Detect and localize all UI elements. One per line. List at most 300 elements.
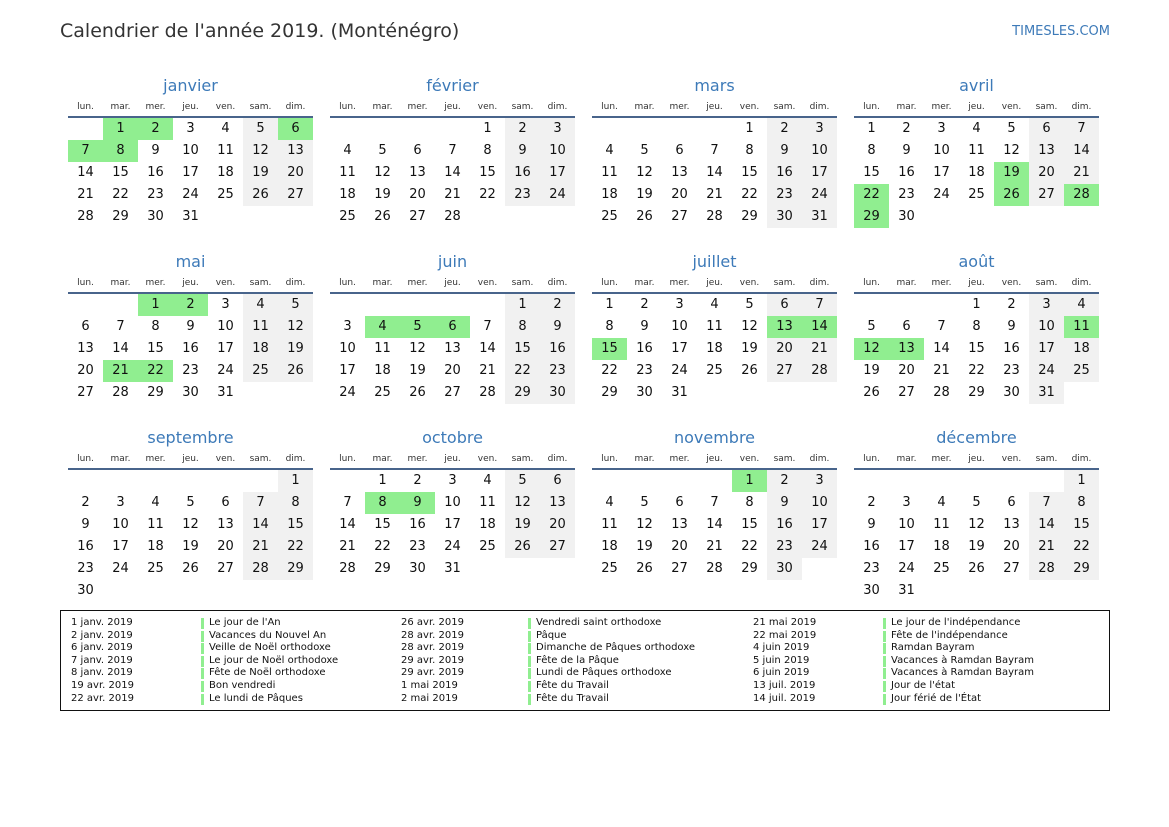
day-cell: 15 <box>863 165 880 180</box>
day-cell: 21 <box>933 363 950 378</box>
day-cell: 31 <box>444 561 461 576</box>
day-cell: 29 <box>741 209 758 224</box>
month-calendar <box>592 250 837 426</box>
weekday-label: sam. <box>773 278 796 288</box>
legend-date: 1 mai 2019 <box>401 680 458 691</box>
day-cell: 16 <box>767 162 802 184</box>
holiday-day-cell: 13 <box>767 316 802 338</box>
day-cell: 17 <box>444 517 461 532</box>
day-cell: 30 <box>1003 385 1020 400</box>
day-cell: 5 <box>972 495 981 510</box>
month-calendar <box>330 426 575 602</box>
holiday-day-cell: 7 <box>68 140 103 162</box>
day-cell: 22 <box>741 187 758 202</box>
day-cell: 30 <box>863 583 880 598</box>
month-name: août <box>958 252 995 271</box>
empty-cell <box>627 118 662 140</box>
weekday-label: dim. <box>1071 454 1092 464</box>
weekday-label: dim. <box>809 278 830 288</box>
day-cell: 13 <box>217 517 234 532</box>
day-cell: 23 <box>1003 363 1020 378</box>
day-cell: 11 <box>147 517 164 532</box>
weekday-label: dim. <box>1071 278 1092 288</box>
day-cell: 25 <box>479 539 496 554</box>
day-cell: 6 <box>675 143 684 158</box>
legend-date: 7 janv. 2019 <box>71 654 133 666</box>
legend-holiday-marker <box>528 656 531 667</box>
day-cell: 7 <box>243 492 278 514</box>
day-cell: 25 <box>243 360 278 382</box>
day-cell: 30 <box>767 558 802 580</box>
empty-cell <box>68 470 103 492</box>
weekday-label: ven. <box>739 278 760 288</box>
day-cell: 14 <box>1064 140 1099 162</box>
weekday-label: jeu. <box>182 278 199 288</box>
day-cell: 18 <box>706 341 723 356</box>
day-cell: 12 <box>409 341 426 356</box>
legend-date: 19 avr. 2019 <box>71 680 134 691</box>
day-cell: 7 <box>710 143 719 158</box>
holiday-day-cell: 19 <box>994 162 1029 184</box>
empty-cell <box>208 470 243 492</box>
days-grid <box>592 470 837 580</box>
legend-holiday-marker <box>883 668 886 679</box>
weekday-label: dim. <box>285 278 306 288</box>
holiday-legend <box>60 610 1110 711</box>
weekday-label: jeu. <box>444 102 461 112</box>
day-cell: 22 <box>505 360 540 382</box>
day-cell: 29 <box>147 385 164 400</box>
day-cell: 24 <box>802 536 837 558</box>
day-cell: 2 <box>413 473 422 488</box>
day-cell: 26 <box>863 385 880 400</box>
day-cell: 2 <box>767 118 802 140</box>
empty-cell <box>435 294 470 316</box>
day-cell: 8 <box>867 143 876 158</box>
weekday-label: mar. <box>634 102 655 112</box>
day-cell: 28 <box>339 561 356 576</box>
day-cell: 9 <box>902 143 911 158</box>
day-cell: 11 <box>601 517 618 532</box>
day-cell: 3 <box>448 473 457 488</box>
weekday-label: mer. <box>145 278 166 288</box>
day-cell: 17 <box>802 162 837 184</box>
month-name: mars <box>694 76 735 95</box>
holiday-day-cell: 11 <box>1064 316 1099 338</box>
empty-cell <box>400 118 435 140</box>
weekday-label: jeu. <box>182 102 199 112</box>
day-cell: 26 <box>636 209 653 224</box>
day-cell: 9 <box>867 517 876 532</box>
day-cell: 22 <box>601 363 618 378</box>
legend-date: 4 juin 2019 <box>753 642 810 654</box>
weekday-label: jeu. <box>444 278 461 288</box>
weekday-label: mar. <box>372 454 393 464</box>
day-cell: 18 <box>339 187 356 202</box>
month-name: octobre <box>422 428 483 447</box>
day-cell: 7 <box>1029 492 1064 514</box>
day-cell: 12 <box>968 517 985 532</box>
legend-holiday-name: Fête du Travail <box>536 680 609 691</box>
day-cell: 17 <box>671 341 688 356</box>
weekday-label: dim. <box>285 102 306 112</box>
day-cell: 8 <box>483 143 492 158</box>
legend-date: 29 avr. 2019 <box>401 667 464 679</box>
holiday-day-cell: 1 <box>732 470 767 492</box>
day-cell: 21 <box>444 187 461 202</box>
day-cell: 15 <box>505 338 540 360</box>
day-cell: 24 <box>671 363 688 378</box>
days-grid <box>330 470 575 580</box>
day-cell: 23 <box>77 561 94 576</box>
day-cell: 8 <box>151 319 160 334</box>
days-grid <box>592 294 837 404</box>
days-grid <box>592 118 837 228</box>
day-cell: 12 <box>505 492 540 514</box>
day-cell: 10 <box>1029 316 1064 338</box>
days-grid <box>854 118 1099 228</box>
legend-date: 1 janv. 2019 <box>71 617 133 628</box>
weekday-label: jeu. <box>444 454 461 464</box>
day-cell: 26 <box>741 363 758 378</box>
weekday-label: sam. <box>249 278 272 288</box>
day-cell: 1 <box>1064 470 1099 492</box>
empty-cell <box>1029 470 1064 492</box>
day-cell: 13 <box>278 140 313 162</box>
legend-holiday-marker <box>201 643 204 654</box>
legend-holiday-marker <box>528 631 531 642</box>
day-cell: 20 <box>278 162 313 184</box>
day-cell: 9 <box>767 492 802 514</box>
day-cell: 2 <box>1007 297 1016 312</box>
page-title: Calendrier de l'année 2019. (Monténégro) <box>60 20 460 42</box>
day-cell: 2 <box>902 121 911 136</box>
weekday-header <box>330 450 575 470</box>
day-cell: 1 <box>972 297 981 312</box>
day-cell: 19 <box>968 539 985 554</box>
day-cell: 22 <box>278 536 313 558</box>
day-cell: 21 <box>479 363 496 378</box>
holiday-day-cell: 6 <box>435 316 470 338</box>
day-cell: 21 <box>802 338 837 360</box>
month-name: avril <box>959 76 994 95</box>
weekday-label: sam. <box>511 278 534 288</box>
day-cell: 29 <box>278 558 313 580</box>
day-cell: 19 <box>278 338 313 360</box>
day-cell: 7 <box>1064 118 1099 140</box>
day-cell: 14 <box>243 514 278 536</box>
empty-cell <box>243 470 278 492</box>
day-cell: 7 <box>937 319 946 334</box>
legend-holiday-marker <box>201 631 204 642</box>
weekday-label: jeu. <box>968 102 985 112</box>
day-cell: 20 <box>77 363 94 378</box>
weekday-label: ven. <box>477 454 498 464</box>
weekday-label: mer. <box>407 278 428 288</box>
day-cell: 16 <box>147 165 164 180</box>
day-cell: 21 <box>339 539 356 554</box>
day-cell: 24 <box>217 363 234 378</box>
day-cell: 5 <box>1007 121 1016 136</box>
days-grid <box>68 294 313 404</box>
day-cell: 20 <box>1029 162 1064 184</box>
day-cell: 23 <box>898 187 915 202</box>
empty-cell <box>889 470 924 492</box>
day-cell: 23 <box>505 184 540 206</box>
day-cell: 22 <box>479 187 496 202</box>
weekday-label: ven. <box>1001 102 1022 112</box>
legend-holiday-name: Le jour de Noël orthodoxe <box>209 654 339 666</box>
day-cell: 2 <box>767 470 802 492</box>
day-cell: 12 <box>243 140 278 162</box>
day-cell: 3 <box>802 470 837 492</box>
day-cell: 2 <box>505 118 540 140</box>
weekday-label: ven. <box>1001 454 1022 464</box>
day-cell: 16 <box>409 517 426 532</box>
day-cell: 14 <box>706 165 723 180</box>
day-cell: 24 <box>182 187 199 202</box>
month-name: novembre <box>673 428 756 447</box>
holiday-day-cell: 22 <box>854 184 889 206</box>
empty-cell <box>662 118 697 140</box>
day-cell: 14 <box>706 517 723 532</box>
day-cell: 21 <box>1064 162 1099 184</box>
weekday-label: ven. <box>215 278 236 288</box>
weekday-label: lun. <box>601 454 618 464</box>
legend-holiday-name: Le lundi de Pâques <box>209 692 303 704</box>
weekday-label: lun. <box>339 454 356 464</box>
day-cell: 15 <box>278 514 313 536</box>
weekday-header <box>68 274 313 294</box>
legend-holiday-marker <box>201 618 204 629</box>
weekday-label: mer. <box>931 454 952 464</box>
day-cell: 15 <box>968 341 985 356</box>
weekday-label: mer. <box>145 102 166 112</box>
day-cell: 1 <box>605 297 614 312</box>
holiday-day-cell: 29 <box>854 206 889 228</box>
day-cell: 18 <box>243 338 278 360</box>
day-cell: 7 <box>802 294 837 316</box>
weekday-label: mar. <box>896 278 917 288</box>
weekday-label: dim. <box>809 454 830 464</box>
weekday-header <box>854 274 1099 294</box>
legend-date: 22 mai 2019 <box>753 629 817 641</box>
day-cell: 29 <box>505 382 540 404</box>
day-cell: 19 <box>636 187 653 202</box>
legend-holiday-marker <box>201 668 204 679</box>
month-name: décembre <box>936 428 1017 447</box>
day-cell: 29 <box>112 209 129 224</box>
weekday-label: jeu. <box>968 278 985 288</box>
day-cell: 4 <box>1064 294 1099 316</box>
holiday-day-cell: 15 <box>592 338 627 360</box>
day-cell: 13 <box>671 165 688 180</box>
weekday-label: ven. <box>477 102 498 112</box>
holiday-day-cell: 4 <box>365 316 400 338</box>
day-cell: 11 <box>933 517 950 532</box>
day-cell: 4 <box>937 495 946 510</box>
legend-date: 5 juin 2019 <box>753 654 810 666</box>
weekday-label: ven. <box>215 454 236 464</box>
legend-holiday-name: Vendredi saint orthodoxe <box>536 617 662 628</box>
empty-cell <box>138 470 173 492</box>
weekday-header <box>592 450 837 470</box>
empty-cell <box>68 294 103 316</box>
legend-holiday-marker <box>883 681 886 692</box>
day-cell: 17 <box>182 165 199 180</box>
day-cell: 16 <box>636 341 653 356</box>
day-cell: 21 <box>77 187 94 202</box>
day-cell: 19 <box>863 363 880 378</box>
weekday-label: sam. <box>249 102 272 112</box>
day-cell: 20 <box>767 338 802 360</box>
holiday-day-cell: 28 <box>1064 184 1099 206</box>
empty-cell <box>697 118 732 140</box>
day-cell: 16 <box>182 341 199 356</box>
day-cell: 21 <box>706 187 723 202</box>
day-cell: 4 <box>605 495 614 510</box>
legend-holiday-name: Vacances du Nouvel An <box>209 629 327 641</box>
day-cell: 10 <box>444 495 461 510</box>
weekday-label: jeu. <box>706 102 723 112</box>
legend-holiday-marker <box>201 694 204 705</box>
day-cell: 14 <box>933 341 950 356</box>
empty-cell <box>103 470 138 492</box>
day-cell: 23 <box>182 363 199 378</box>
empty-cell <box>959 470 994 492</box>
day-cell: 18 <box>217 165 234 180</box>
day-cell: 1 <box>278 470 313 492</box>
day-cell: 31 <box>1029 382 1064 404</box>
weekday-label: dim. <box>547 102 568 112</box>
day-cell: 11 <box>968 143 985 158</box>
day-cell: 29 <box>968 385 985 400</box>
day-cell: 8 <box>1064 492 1099 514</box>
day-cell: 14 <box>444 165 461 180</box>
day-cell: 31 <box>217 385 234 400</box>
day-cell: 30 <box>147 209 164 224</box>
day-cell: 13 <box>671 517 688 532</box>
day-cell: 20 <box>444 363 461 378</box>
day-cell: 14 <box>1029 514 1064 536</box>
day-cell: 27 <box>1029 184 1064 206</box>
day-cell: 30 <box>636 385 653 400</box>
legend-date: 2 janv. 2019 <box>71 629 133 641</box>
day-cell: 18 <box>1064 338 1099 360</box>
day-cell: 24 <box>898 561 915 576</box>
day-cell: 27 <box>767 360 802 382</box>
day-cell: 16 <box>77 539 94 554</box>
day-cell: 6 <box>413 143 422 158</box>
month-name: juillet <box>692 252 737 271</box>
day-cell: 30 <box>540 382 575 404</box>
day-cell: 24 <box>802 184 837 206</box>
weekday-label: sam. <box>1035 278 1058 288</box>
day-cell: 29 <box>374 561 391 576</box>
empty-cell <box>470 294 505 316</box>
day-cell: 28 <box>706 561 723 576</box>
day-cell: 17 <box>802 514 837 536</box>
day-cell: 15 <box>479 165 496 180</box>
day-cell: 10 <box>217 319 234 334</box>
month-calendar <box>854 426 1099 602</box>
weekday-header <box>68 98 313 118</box>
holiday-day-cell: 26 <box>994 184 1029 206</box>
month-calendar <box>68 74 313 250</box>
weekday-label: mar. <box>634 454 655 464</box>
day-cell: 6 <box>1029 118 1064 140</box>
day-cell: 18 <box>933 539 950 554</box>
legend-holiday-marker <box>883 694 886 705</box>
day-cell: 28 <box>479 385 496 400</box>
day-cell: 3 <box>116 495 125 510</box>
day-cell: 19 <box>182 539 199 554</box>
day-cell: 3 <box>343 319 352 334</box>
legend-date: 26 avr. 2019 <box>401 617 464 628</box>
legend-holiday-name: Pâque <box>536 629 567 641</box>
holiday-day-cell: 12 <box>854 338 889 360</box>
weekday-label: dim. <box>1071 102 1092 112</box>
day-cell: 15 <box>1064 514 1099 536</box>
day-cell: 28 <box>444 209 461 224</box>
day-cell: 28 <box>1029 558 1064 580</box>
day-cell: 19 <box>505 514 540 536</box>
day-cell: 15 <box>147 341 164 356</box>
weekday-label: jeu. <box>706 454 723 464</box>
day-cell: 1 <box>378 473 387 488</box>
day-cell: 13 <box>1029 140 1064 162</box>
day-cell: 5 <box>378 143 387 158</box>
day-cell: 7 <box>343 495 352 510</box>
brand-link[interactable]: TIMESLES.COM <box>1012 24 1110 39</box>
day-cell: 22 <box>1064 536 1099 558</box>
empty-cell <box>330 470 365 492</box>
day-cell: 12 <box>182 517 199 532</box>
month-calendar <box>68 426 313 602</box>
legend-date: 6 janv. 2019 <box>71 642 133 654</box>
day-cell: 16 <box>863 539 880 554</box>
day-cell: 19 <box>636 539 653 554</box>
day-cell: 28 <box>77 209 94 224</box>
legend-holiday-name: Veille de Noël orthodoxe <box>209 642 331 654</box>
day-cell: 29 <box>601 385 618 400</box>
day-cell: 26 <box>278 360 313 382</box>
day-cell: 5 <box>867 319 876 334</box>
legend-holiday-name: Fête de l'indépendance <box>891 629 1008 641</box>
weekday-label: mer. <box>669 278 690 288</box>
day-cell: 10 <box>933 143 950 158</box>
day-cell: 8 <box>505 316 540 338</box>
legend-holiday-marker <box>528 668 531 679</box>
day-cell: 13 <box>409 165 426 180</box>
holiday-day-cell: 5 <box>400 316 435 338</box>
weekday-header <box>592 274 837 294</box>
day-cell: 13 <box>540 492 575 514</box>
day-cell: 27 <box>444 385 461 400</box>
day-cell: 17 <box>540 162 575 184</box>
day-cell: 18 <box>147 539 164 554</box>
day-cell: 20 <box>540 514 575 536</box>
empty-cell <box>330 118 365 140</box>
month-calendar <box>330 74 575 250</box>
day-cell: 17 <box>898 539 915 554</box>
empty-cell <box>365 118 400 140</box>
day-cell: 10 <box>671 319 688 334</box>
day-cell: 18 <box>479 517 496 532</box>
holiday-day-cell: 8 <box>103 140 138 162</box>
day-cell: 14 <box>479 341 496 356</box>
day-cell: 18 <box>968 165 985 180</box>
